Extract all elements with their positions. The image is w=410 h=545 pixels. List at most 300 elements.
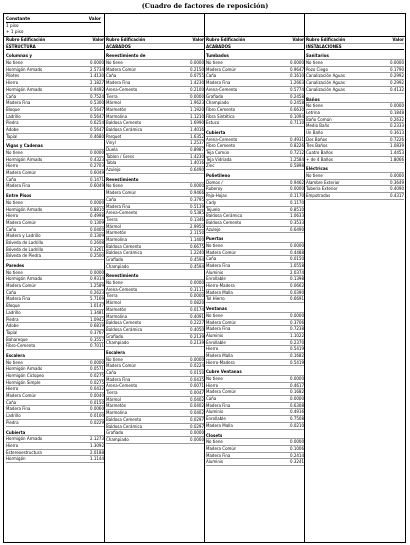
factor-value: 0.2227 — [190, 320, 204, 326]
factor-value: 0.7238 — [290, 326, 304, 332]
factor-row — [206, 409, 304, 416]
factor-row — [6, 67, 104, 74]
factor-value: 0.4050 — [190, 326, 204, 332]
factor-value: 0.4680 — [90, 133, 104, 139]
factor-row — [6, 207, 104, 214]
factor-row — [106, 80, 204, 87]
factor-name: Estereoestructura — [6, 449, 42, 455]
factor-row — [206, 186, 304, 193]
factor-name: Hormigón Simple — [6, 379, 41, 385]
column-header-category — [106, 44, 204, 51]
factor-row — [306, 193, 404, 200]
factor-value: 0.0000 — [390, 60, 404, 66]
factor-row — [306, 110, 404, 117]
factor-name: Tapial — [6, 329, 18, 335]
factor-row — [106, 390, 204, 397]
factor-name: Arena-Cemento — [106, 383, 138, 389]
factor-row — [6, 253, 104, 260]
column-header-category — [206, 44, 304, 51]
factor-name: Caña — [106, 73, 117, 79]
factor-name: Madera Común — [106, 66, 137, 72]
factor-value: 0.4916 — [290, 409, 304, 415]
factor-row — [206, 200, 304, 207]
factor-name: Canalización Aguas — [306, 86, 345, 92]
factor-row — [6, 120, 104, 127]
factor-name: Caña — [206, 73, 217, 79]
factor-name: No tiene — [6, 359, 23, 365]
factor-row — [106, 244, 204, 251]
factor-row — [306, 137, 404, 144]
factor-value: 0.5300 — [90, 100, 104, 106]
group-title: Tumbados — [206, 53, 229, 59]
factor-value: 0.0000 — [290, 312, 304, 318]
factor-name: Caña — [106, 196, 117, 202]
factor-name: Madera Fina — [206, 402, 231, 408]
factor-name: Hierro — [6, 386, 19, 392]
column-header-rubro — [6, 37, 104, 44]
factor-row — [306, 157, 404, 164]
factor-value: 0.7508 — [290, 416, 304, 422]
factor-row — [206, 360, 304, 367]
factor-name: Champiado — [206, 100, 229, 106]
factor-name: Fibra Sintética — [206, 113, 235, 119]
factor-value: 0.3111 — [190, 286, 204, 292]
factor-value: 0.4090 — [390, 186, 404, 192]
factor-value: 0.9492 — [90, 86, 104, 92]
factor-value: 0.2150 — [190, 66, 204, 72]
factor-row — [206, 263, 304, 270]
factor-value: 0.8226 — [290, 143, 304, 149]
factor-name: Madera Común — [6, 283, 37, 289]
group-header — [6, 263, 104, 270]
factor-row — [6, 87, 104, 94]
factor-name: Caña — [206, 256, 217, 262]
factor-name: Aluminio — [206, 332, 224, 338]
factor-name: Madera Común — [6, 170, 37, 176]
group-header — [306, 97, 404, 104]
group-title: Revestimiento — [106, 273, 139, 279]
factor-value: 0.1682 — [290, 389, 304, 395]
factor-value: 0.0755 — [190, 73, 204, 79]
group-title: Polietileno — [206, 173, 231, 179]
factor-row — [306, 87, 404, 94]
group-header — [106, 177, 204, 184]
factor-row — [206, 256, 304, 263]
factor-row — [106, 410, 204, 417]
factor-name: Caña — [106, 370, 117, 375]
factor-row — [106, 264, 204, 271]
factor-value: 0.5647 — [90, 106, 104, 112]
factor-name: Madera Común — [106, 363, 137, 369]
factor-value: 0.2139 — [190, 333, 204, 339]
factor-row — [6, 276, 104, 283]
factor-value: 2.1827 — [90, 80, 104, 86]
factor-row — [306, 123, 404, 130]
factor-value: 0.0402 — [190, 396, 204, 402]
factor-row — [6, 100, 104, 107]
factor-value: 0.0150 — [290, 256, 304, 262]
factor-row — [106, 257, 204, 264]
factor-value: 0.0402 — [190, 410, 204, 416]
factor-row — [106, 120, 204, 127]
factor-value: 1.4016 — [190, 160, 204, 166]
factor-name: Bloque — [6, 303, 20, 309]
factor-value: 0.1006 — [290, 445, 304, 451]
factor-value: 0.7226 — [390, 136, 404, 142]
factor-row — [6, 366, 104, 373]
factor-name: Marmetón — [106, 403, 127, 409]
value-label: Valor — [92, 37, 104, 42]
factor-row — [206, 143, 304, 150]
factor-row — [106, 217, 204, 224]
factor-name: No tiene — [206, 60, 223, 66]
factor-name: Madera Malla — [206, 352, 233, 358]
factor-name: Tierra — [106, 216, 118, 222]
factor-row — [6, 247, 104, 254]
factor-value: 0.0000 — [390, 103, 404, 109]
factor-name: Ladrillo — [6, 309, 21, 315]
factor-name: Caña — [206, 396, 217, 402]
factor-name: Madera Común — [6, 219, 37, 225]
factor-row — [6, 360, 104, 367]
factor-row — [206, 296, 304, 303]
group-header — [206, 236, 304, 243]
factor-name: Baldosa Cemento — [106, 416, 142, 422]
factor-value: 0.9314 — [90, 276, 104, 282]
factor-row — [306, 143, 404, 150]
factor-row — [6, 373, 104, 380]
category-label: ACABADOS — [206, 43, 231, 49]
factor-value: 1.6352 — [190, 133, 204, 139]
factor-value: 0.0000 — [290, 60, 304, 66]
factor-value: 0.0000 — [190, 60, 204, 66]
factor-name: No tiene — [6, 150, 23, 155]
factor-row — [106, 230, 204, 237]
factor-name: Teja Vidriada — [206, 156, 232, 162]
factor-value: 0.2458 — [290, 100, 304, 106]
factor-row — [206, 250, 304, 257]
factor-name: Piedra — [6, 120, 19, 126]
group-header — [206, 369, 304, 376]
factor-name: Marmetón — [106, 106, 127, 112]
factor-name: Caña — [6, 399, 17, 405]
factor-name: Champiado — [106, 263, 129, 269]
factor-value: 0.0000 — [90, 60, 104, 66]
factor-value: 0.3557 — [90, 336, 104, 342]
factor-name: Bóveda de Ladrillo — [6, 239, 44, 245]
factor-row — [106, 397, 204, 404]
factor-row — [106, 154, 204, 161]
factor-value: 0.3241 — [290, 459, 304, 465]
factor-row — [6, 296, 104, 303]
factor-row — [206, 290, 304, 297]
factor-column — [106, 37, 204, 444]
factor-value: 0.0275 — [90, 373, 104, 378]
factor-name: Mármol — [106, 300, 121, 306]
factor-value: 0.4091 — [190, 313, 204, 319]
factor-row — [106, 60, 204, 67]
group-title: Revestimiento de — [106, 53, 146, 59]
value-label: Valor — [392, 37, 404, 42]
factor-name: Madera Fina — [206, 326, 231, 332]
factor-value: 0.3261 — [90, 246, 104, 252]
factor-value: 0.0100 — [90, 413, 104, 419]
factor-name: Hierro — [206, 382, 219, 388]
category-label: ESTRUCTURA — [6, 43, 36, 49]
factor-name: No tiene — [206, 439, 223, 445]
factor-row — [206, 60, 304, 67]
factor-row — [106, 183, 204, 190]
factor-name: Baño Común — [306, 116, 332, 122]
factor-name: Tejuelo — [206, 206, 220, 212]
factor-row — [106, 300, 204, 307]
factor-value: 0.0402 — [190, 403, 204, 409]
factor-value: 0.4132 — [390, 86, 404, 92]
factor-value: 0.1848 — [390, 109, 404, 115]
factor-row — [206, 207, 304, 214]
group-title: Revestimiento — [106, 176, 139, 182]
factor-value: 0.6675 — [190, 243, 204, 249]
factor-name: Vinyl — [106, 140, 116, 146]
factor-name: No tiene — [106, 183, 123, 189]
factor-name: No tiene — [206, 242, 223, 248]
factor-name: No tiene — [106, 280, 123, 286]
factor-value: 0.2100 — [190, 86, 204, 92]
factor-name: Tierra — [106, 93, 118, 99]
factor-value: 0.5419 — [290, 359, 304, 365]
group-header — [106, 350, 204, 357]
factor-value: 1.4453 — [390, 150, 404, 155]
factor-name: Grafiado — [106, 430, 124, 436]
factor-row — [6, 406, 104, 413]
group-title: Escalera — [106, 349, 125, 355]
factor-row — [206, 114, 304, 121]
factor-value: 1.0633 — [290, 213, 304, 219]
factor-value: 0.2414 — [290, 452, 304, 458]
factor-row — [306, 180, 404, 187]
factor-value: 0.0000 — [190, 436, 204, 442]
factor-value: 0.0150 — [190, 370, 204, 375]
factor-row — [6, 163, 104, 170]
factor-row — [206, 276, 304, 283]
factor-row — [106, 293, 204, 300]
factor-value: 0.0000 — [90, 150, 104, 155]
factor-name: Madera Malla — [206, 422, 233, 428]
factor-name: Dos Baños — [306, 136, 328, 142]
group-title: Cubierta — [206, 129, 226, 135]
factor-row — [106, 210, 204, 217]
factor-name: Hormigón Armado — [6, 66, 43, 72]
factor-row — [6, 436, 104, 443]
factor-row — [106, 67, 204, 74]
factor-name: Marmolina — [106, 313, 128, 319]
constant-label: Constante — [6, 16, 31, 21]
factor-row — [206, 396, 304, 403]
factor-value: 2.1273 — [90, 436, 104, 442]
page-title: (Cuadro de factores de reposición) — [141, 2, 269, 10]
factor-name: Azulejo — [206, 226, 221, 232]
factor-value: 0.4488 — [290, 249, 304, 255]
factor-value: 0.1790 — [390, 66, 404, 72]
factor-name: Hierro — [6, 163, 19, 169]
rubro-label: Rubro Edificación — [306, 37, 346, 42]
factor-row — [206, 73, 304, 80]
factor-name: Madera Fina — [6, 183, 31, 189]
factor-name: Champiado — [106, 436, 129, 442]
factor-value: 1.3481 — [90, 309, 104, 315]
factor-row — [106, 357, 204, 364]
factor-value: 0.4931 — [290, 136, 304, 142]
factor-name: Aluminio — [206, 459, 224, 465]
factor-value: 1.2589 — [90, 283, 104, 289]
factor-row — [306, 103, 404, 110]
factor-name: Baldosa Cemento — [106, 120, 142, 126]
factor-name: Medio Baño — [306, 123, 330, 129]
factor-value: 0.0000 — [190, 293, 204, 299]
factor-value: 0.3533 — [290, 219, 304, 225]
group-title: Puertas — [206, 236, 224, 242]
factor-row — [6, 283, 104, 290]
factor-name: Bloque — [6, 106, 20, 112]
factor-row — [6, 80, 104, 87]
factor-row — [106, 147, 204, 154]
factor-name: Madera Común — [206, 249, 237, 255]
factor-value: 0.0662 — [290, 283, 304, 289]
factor-value: 0.1094 — [290, 113, 304, 119]
factor-row — [6, 443, 104, 450]
factor-value: 0.1170 — [290, 193, 304, 199]
value-label: Valor — [192, 37, 204, 42]
factor-name: + de 4 Baños — [306, 156, 333, 162]
factor-name: No tiene — [6, 60, 23, 66]
factor-name: Tres Baños — [306, 143, 328, 149]
factor-value: 0.7110 — [290, 120, 304, 126]
factor-name: Hormigón — [6, 456, 26, 462]
factor-row — [106, 250, 204, 257]
column-header-category — [306, 44, 404, 51]
factor-row — [6, 420, 104, 427]
constant-row: 1 piso — [6, 23, 19, 28]
factor-name: Canalización Aguas — [306, 80, 345, 86]
factor-value: 0.4317 — [390, 193, 404, 199]
factor-row — [206, 220, 304, 227]
group-title: Cubierta — [6, 429, 26, 435]
factor-row — [106, 237, 204, 244]
factor-row — [206, 439, 304, 446]
columns-area — [4, 37, 405, 542]
factor-row — [206, 87, 304, 94]
factor-name: Tabla — [106, 160, 117, 166]
factor-row — [206, 270, 304, 277]
group-header — [206, 433, 304, 440]
factor-name: Madera Común — [106, 190, 137, 196]
factor-name: Madera Común — [206, 319, 237, 325]
factor-row — [6, 343, 104, 350]
factor-row — [206, 157, 304, 164]
factor-name: Adobe — [6, 323, 19, 329]
factor-value: 0.0435 — [190, 376, 204, 382]
factor-row — [106, 363, 204, 370]
factor-name: Tierra — [106, 293, 118, 299]
factor-value: 0.3767 — [90, 329, 104, 335]
factor-column — [206, 37, 304, 466]
factor-value: 0.0000 — [190, 93, 204, 99]
factor-value: 0.6254 — [90, 120, 104, 126]
factor-name: Letrina — [306, 109, 320, 115]
factor-name: Hormigón Ciclopeo — [6, 373, 44, 378]
factor-row — [106, 287, 204, 294]
factor-name: Arena-Cemento — [206, 86, 238, 92]
group-title: Ventanas — [206, 306, 227, 312]
constant-header — [6, 16, 101, 35]
factor-name: Pozo Ciego — [306, 66, 328, 72]
factor-row — [206, 193, 304, 200]
factor-name: Madera Fina — [106, 376, 131, 382]
factor-value: 1.2537 — [190, 140, 204, 146]
factor-value: 0.7011 — [90, 343, 104, 349]
factor-value: 0.5647 — [90, 113, 104, 119]
factor-name: Baldosa Cerámica — [206, 213, 243, 219]
factor-row — [6, 310, 104, 317]
factor-row — [206, 67, 304, 74]
factor-table — [3, 13, 406, 543]
constant-row: + 1 piso — [6, 29, 24, 34]
group-title: Sanitarios — [306, 53, 329, 59]
factor-value: 0.6490 — [190, 167, 204, 173]
factor-row — [106, 314, 204, 321]
factor-row — [106, 107, 204, 114]
factor-value: 0.5385 — [190, 210, 204, 216]
factor-name: Hormigón Armado — [6, 276, 43, 282]
factor-value: 0.1610 — [290, 73, 304, 79]
factor-value: 0.7212 — [290, 150, 304, 155]
factor-row — [306, 130, 404, 137]
factor-row — [106, 114, 204, 121]
factor-name: Aluminio — [206, 269, 224, 275]
factor-row — [6, 157, 104, 164]
factor-value: 0.0000 — [90, 359, 104, 365]
factor-name: Ladrillo — [6, 413, 21, 419]
factor-name: Madera Común — [206, 66, 237, 72]
factor-row — [106, 417, 204, 424]
factor-value: 2.5734 — [90, 66, 104, 72]
factor-row — [6, 240, 104, 247]
factor-row — [106, 383, 204, 390]
factor-name: Baldosa Cerámica — [106, 126, 143, 132]
factor-value: 0.6819 — [90, 323, 104, 329]
factor-value: 0.0229 — [90, 419, 104, 425]
factor-name: Paja-Hojas — [206, 193, 227, 199]
rubro-label: Rubro Edificación — [6, 37, 46, 42]
factor-value: 0.0060 — [90, 406, 104, 412]
factor-name: Mármol — [106, 396, 121, 402]
factor-name: Aluminio — [206, 409, 224, 415]
factor-row — [6, 330, 104, 337]
factor-name: Baldosa Cerámica — [106, 326, 143, 332]
factor-row — [6, 380, 104, 387]
factor-column — [6, 37, 104, 463]
factor-value: 0.5774 — [290, 86, 304, 92]
factor-name: Madera Fina — [106, 203, 131, 209]
factor-row — [6, 303, 104, 310]
factor-value: 0.5898 — [290, 163, 304, 169]
factor-name: Baldosa Cerámica — [106, 423, 143, 429]
factor-name: Caña — [6, 93, 17, 99]
factor-value: 0.6308 — [290, 402, 304, 408]
factor-name: Estuco — [206, 120, 220, 126]
group-header — [306, 53, 404, 60]
factor-row — [206, 383, 304, 390]
